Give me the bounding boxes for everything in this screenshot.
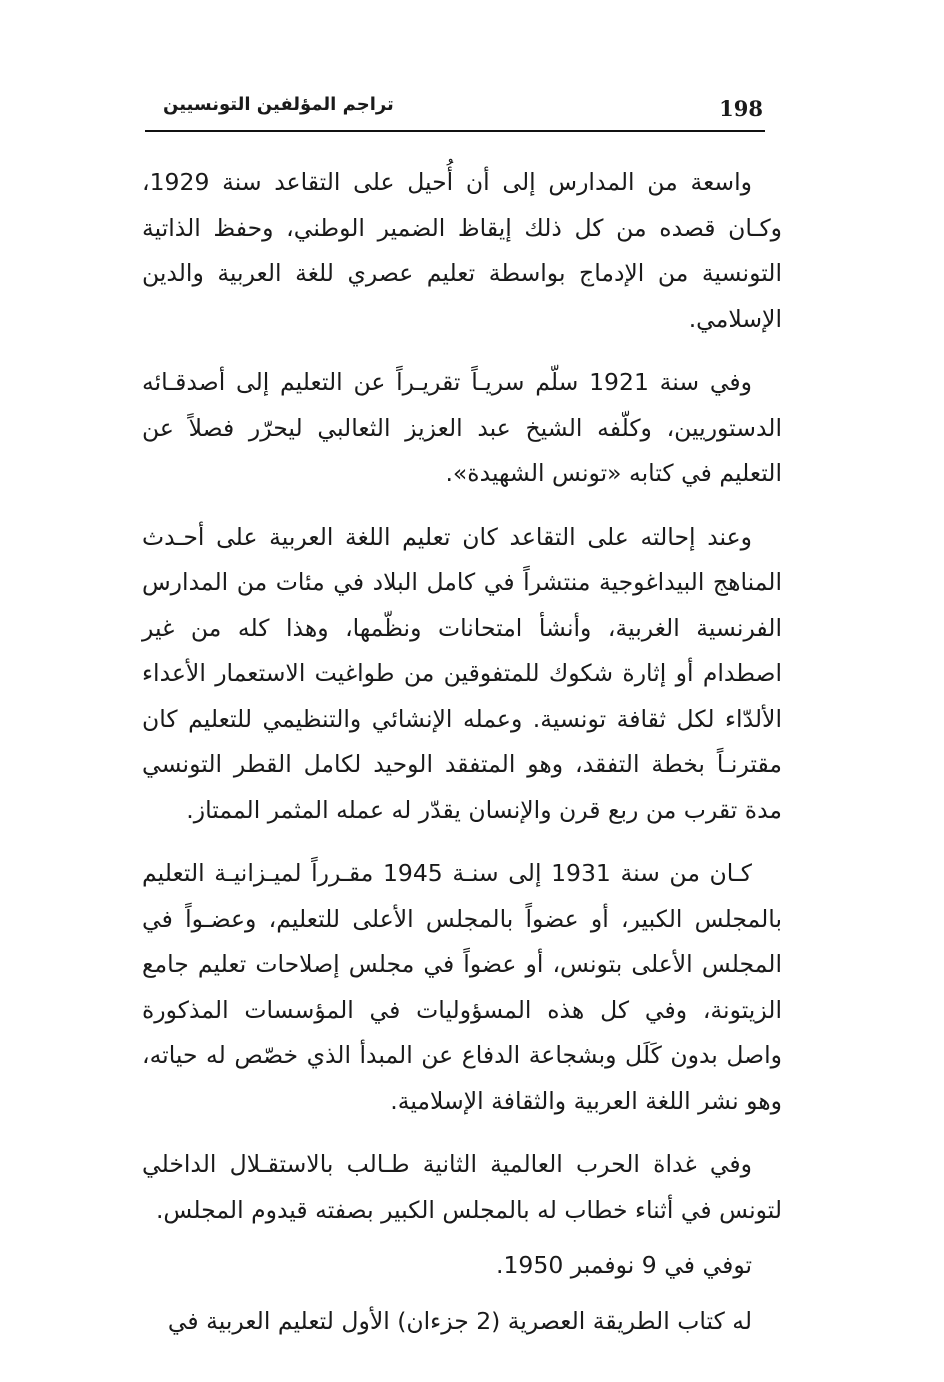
paragraph-2: وفي سنة 1921 سلّم سريـاً تقريـراً عن التعليم إلى أصدقـائه الدستوريين، وكلّفه الشيخ عبد العزيز الثعالبي ليحرّر فصلاً عن التعليم في كتابه «تونس الشهيدة». [142, 368, 782, 487]
paragraph-7: له كتاب الطريقة العصرية (2 جزءان) الأول لتعليم العربية في [167, 1306, 752, 1335]
paragraph-1: واسعة من المدارس إلى أن أُحيل على التقاعد سنة 1929، وكـان قصده من كل ذلك إيقاظ الضمير الوطني، وحفظ الذاتية التونسية من الإدماج بواسطة تعليم عصري للغة العربية والدين الإسلامي. [142, 168, 782, 333]
body-text [142, 160, 782, 1362]
paragraph-3: وعند إحالته على التقاعد كان تعليم اللغة العربية على أحـدث المناهج البيداغوجية منتشراً في كامل البلاد في مئات من المدارس الفرنسية الغربية، وأنشأ امتحانات ونظّمها، وهذا كله من غير اصطدام أو إثارة شكوك للمتفوقين من طواغيت الاستعمار الأعداء الألدّاء لكل ثقافة تونسية. وعمله الإنشائي والتنظيمي للتعليم كان مقترنـاً بخطة التفقد، وهو المتفقد الوحيد لكامل القطر التونسي مدة تقرب من ربع قرن والإنسان يقدّر له عمله المثمر الممتاز. [142, 522, 782, 824]
page-number: 198 [719, 96, 763, 121]
paragraph-6: توفي في 9 نوفمبر 1950. [495, 1251, 752, 1279]
paragraph-5: وفي غداة الحرب العالمية الثانية طـالب بالاستقـلال الداخلي لتونس في أثناء خطاب له بالمجلس الكبير بصفته قيدوم المجلس. [142, 1150, 782, 1224]
page-header [145, 88, 765, 132]
running-title: تراجم المؤلفين التونسيين [163, 94, 394, 115]
paragraph-4: كـان من سنة 1931 إلى سنـة 1945 مقـرراً لميـزانيـة التعليم بالمجلس الكبير، أو عضواً بالمجلس الأعلى للتعليم، وعضـواً في المجلس الأعلى بتونس، أو عضواً في مجلس إصلاحات تعليم جامع الزيتونة، وفي كل هذه المسؤوليات في المؤسسات المذكورة واصل بدون كَلَل وبشجاعة الدفاع عن المبدأ الذي خصّص له حياته، وهو نشر اللغة العربية والثقافة الإسلامية. [142, 859, 782, 1115]
